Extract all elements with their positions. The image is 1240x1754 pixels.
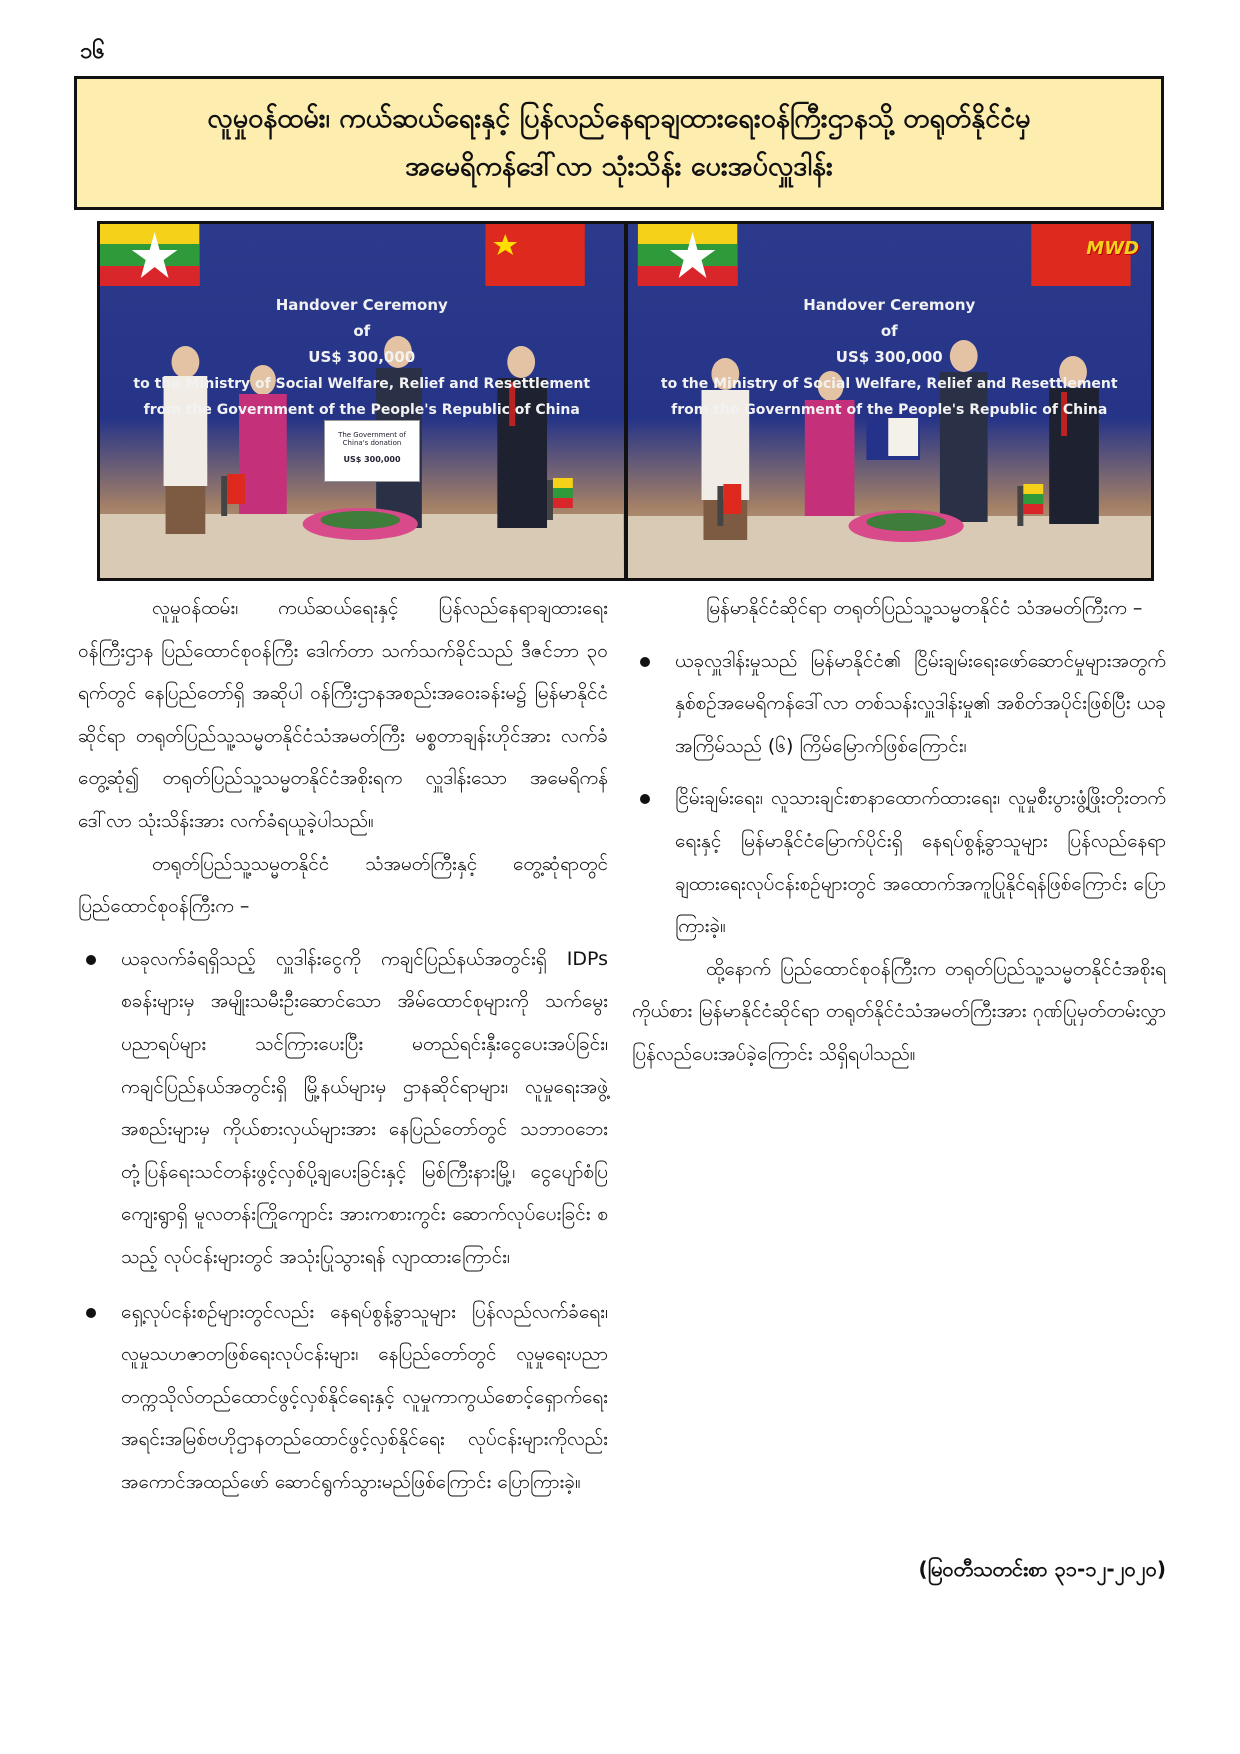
- paragraph-intro: လူမှုဝန်ထမ်း၊ ကယ်ဆယ်ရေးနှင့် ပြန်လည်နေရာချထားရေးဝန်ကြီးဌာန ပြည်ထောင်စုဝန်ကြီး ဒေါက်တာ သက်သက်ခိုင်သည် ဒီဇင်ဘာ ၃၀ ရက်တွင် နေပြည်တော်ရှိ အဆိုပါ ဝန်ကြီးဌာနအစည်းအဝေးခန်းမ၌ မြန်မာနိုင်ငံဆိုင်ရာ တရုတ်ပြည်သူ့သမ္မတနိုင်ငံသံအမတ်ကြီး မစ္စတာချန်းဟိုင်အား လက်ခံတွေ့ဆုံ၍ တရုတ်ပြည်သူ့သမ္မတနိုင်ငံအစိုးရက လှူဒါန်းသော အမေရိကန်ဒေါ်လာ သုံးသိန်းအား လက်ခံရယူခဲ့ပါသည်။: [78, 597, 608, 832]
- banner-ministry-right: to the Ministry of Social Welfare, Relief and Resettlement: [660, 376, 1118, 392]
- paragraph-closing: ထို့နောက် ပြည်ထောင်စုဝန်ကြီးက တရုတ်ပြည်သူ့သမ္မတနိုင်ငံအစိုးရကိုယ်စား မြန်မာနိုင်ငံဆိုင်ရာ တရုတ်နိုင်ငံသံအမတ်ကြီးအား ဂုဏ်ပြုမှတ်တမ်းလွှာ ပြန်လည်ပေးအပ်ခဲ့ကြောင်း သိရှိရပါသည်။: [632, 957, 1166, 1065]
- paragraph-minister-said: တရုတ်ပြည်သူ့သမ္မတနိုင်ငံ သံအမတ်ကြီးနှင့် တွေ့ဆုံရာတွင် ပြည်ထောင်စုဝန်ကြီးက –: [78, 852, 608, 918]
- banner-amount-right: US$ 300,000: [835, 348, 943, 366]
- banner-ministry-left: to the Ministry of Social Welfare, Relief and Resettlement: [133, 376, 591, 392]
- page-number: ၁၆: [80, 39, 105, 64]
- photo-handover-left: [100, 224, 624, 578]
- banner-of-left: of: [353, 322, 371, 340]
- bullet-donation-usage: ယခုလက်ခံရရှိသည့် လှူဒါန်းငွေကို ကချင်ပြည်နယ်အတွင်းရှိ IDPs စခန်းများမှ အမျိုးသမီးဦးဆောင်သော အိမ်ထောင်စုများကို သက်မွေးပညာရပ်များ သင်ကြားပေးပြီး မတည်ရင်းနှီးငွေပေးအပ်ခြင်း၊ ကချင်ပြည်နယ်အတွင်းရှိ မြို့နယ်များမှ ဌာနဆိုင်ရာများ၊ လူမှုရေးအဖွဲ့အစည်းများမှ ကိုယ်စားလှယ်များအား နေပြည်တော်တွင် သဘာဝဘေးတုံ့ပြန်ရေးသင်တန်းဖွင့်လှစ်ပို့ချပေးခြင်းနှင့် မြစ်ကြီးနားမြို့၊ ငွေပျော်စံပြကျေးရွာရှိ မူလတန်းကြိုကျောင်း အားကစားကွင်း ဆောက်လုပ်ပေးခြင်း စသည့် လုပ်ငန်းများတွင် အသုံးပြုသွားရန် လျာထားကြောင်း၊: [78, 938, 608, 1279]
- mwd-logo: MWD: [1086, 238, 1139, 259]
- banner-from-left: from the Government of the People's Republic of China: [143, 402, 580, 418]
- paragraph-ambassador-said: မြန်မာနိုင်ငံဆိုင်ရာ တရုတ်ပြည်သူ့သမ္မတနိုင်ငံ သံအမတ်ကြီးက –: [706, 597, 1143, 619]
- bullet-peace-support: ငြိမ်းချမ်းရေး၊ လူသားချင်းစာနာထောက်ထားရေး၊ လူမှုစီးပွားဖွံ့ဖြိုးတိုးတက်ရေးနှင့် မြန်မာနိုင်ငံမြောက်ပိုင်းရှိ နေရပ်စွန့်ခွာသူများ ပြန်လည်နေရာချထားရေးလုပ်ငန်းစဉ်များတွင် အထောက်အကူပြုနိုင်ရန်ဖြစ်ကြောင်း ပြောကြားခဲ့။: [632, 777, 1166, 947]
- banner-from-right: from the Government of the People's Republic of China: [671, 402, 1108, 418]
- photo-handover-right: [628, 224, 1152, 578]
- article-column-left: [78, 587, 608, 1503]
- donation-board: [324, 420, 420, 482]
- photo-scene-right: [628, 224, 1152, 578]
- banner-of-right: of: [880, 322, 898, 340]
- headline-box: [74, 76, 1164, 210]
- source-citation: (မြဝတီသတင်းစာ ၃၁-၁၂-၂၀၂၀): [918, 1557, 1166, 1581]
- photo-strip: [97, 221, 1154, 581]
- headline-line-2: အမေရိကန်ဒေါ်လာ သုံးသိန်း ပေးအပ်လှူဒါန်း: [405, 151, 833, 182]
- article-column-right: [632, 587, 1166, 1076]
- donation-board-amount: US$ 300,000: [343, 455, 401, 464]
- bullet-annual-donation: ယခုလှူဒါန်းမှုသည် မြန်မာနိုင်ငံ၏ ငြိမ်းချမ်းရေးဖော်ဆောင်မှုများအတွက် နှစ်စဉ်အမေရိကန်ဒေါ်လာ တစ်သန်းလှူဒါန်းမှု၏ အစိတ်အပိုင်းဖြစ်ပြီး ယခုအကြိမ်သည် (၆) ကြိမ်မြောက်ဖြစ်ကြောင်း၊: [632, 640, 1166, 768]
- banner-amount-left: US$ 300,000: [308, 348, 416, 366]
- donation-board-text: The Government of China's donation: [338, 431, 406, 447]
- headline-line-1: လူမှုဝန်ထမ်း၊ ကယ်ဆယ်ရေးနှင့် ပြန်လည်နေရာချထားရေးဝန်ကြီးဌာနသို့ တရုတ်နိုင်ငံမှ: [207, 103, 1031, 134]
- banner-title-left: Handover Ceremony: [275, 296, 448, 314]
- banner-title-right: Handover Ceremony: [803, 296, 976, 314]
- bullet-future-programs: ရှေ့လုပ်ငန်းစဉ်များတွင်လည်း နေရပ်စွန့်ခွာသူများ ပြန်လည်လက်ခံရေး၊ လူမှုသဟဇာတဖြစ်ရေးလုပ်ငန်းများ၊ နေပြည်တော်တွင် လူမှုရေးပညာတက္ကသိုလ်တည်ထောင်ဖွင့်လှစ်နိုင်ရေးနှင့် လူမှုကာကွယ်စောင့်ရှောက်ရေးအရင်းအမြစ်ဗဟိုဌာနတည်ထောင်ဖွင့်လှစ်နိုင်ရေး လုပ်ငန်းများကိုလည်း အကောင်အထည်ဖော် ဆောင်ရွက်သွားမည်ဖြစ်ကြောင်း ပြောကြားခဲ့။: [78, 1291, 608, 1504]
- photo-scene-left: [100, 224, 624, 578]
